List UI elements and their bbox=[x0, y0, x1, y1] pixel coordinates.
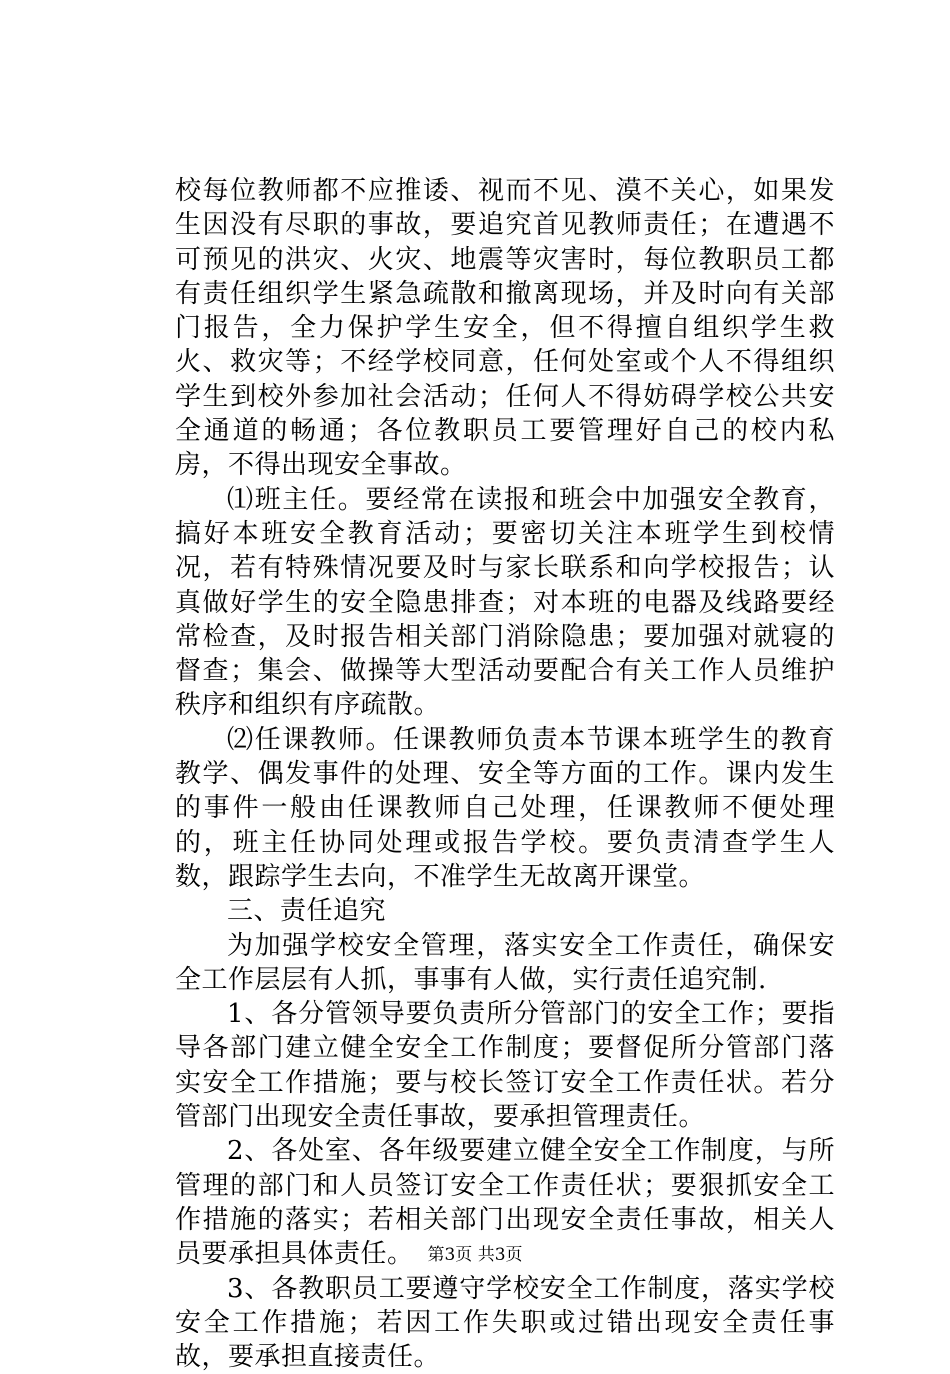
document-body bbox=[175, 174, 835, 1374]
paragraph-item-1: 1、各分管领导要负责所分管部门的安全工作；要指导各部门建立健全安全工作制度；要督促所分管部门落实安全工作措施；要与校长签订安全工作责任状。若分管部门出现安全责任事故，要承担管理责任。 bbox=[175, 997, 835, 1134]
paragraph-accountability-intro: 为加强学校安全管理，落实安全工作责任，确保安全工作层层有人抓，事事有人做，实行责任追究制. bbox=[175, 929, 835, 998]
paragraph-subject-teacher: ⑵任课教师。任课教师负责本节课本班学生的教育教学、偶发事件的处理、安全等方面的工作。课内发生的事件一般由任课教师自己处理，任课教师不便处理的，班主任协同处理或报告学校。要负责清查学生人数，跟踪学生去向，不准学生无故离开课堂。 bbox=[175, 723, 835, 894]
paragraph-item-3: 3、各教职员工要遵守学校安全工作制度，落实学校安全工作措施；若因工作失职或过错出现安全责任事故，要承担直接责任。 bbox=[175, 1272, 835, 1374]
paragraph-continuation: 校每位教师都不应推诿、视而不见、漠不关心，如果发生因没有尽职的事故，要追究首见教师责任；在遭遇不可预见的洪灾、火灾、地震等灾害时，每位教职员工都有责任组织学生紧急疏散和撤离现场，并及时向有关部门报告，全力保护学生安全，但不得擅自组织学生救火、救灾等；不经学校同意，任何处室或个人不得组织学生到校外参加社会活动；任何人不得妨碍学校公共安全通道的畅通；各位教职员工要管理好自己的校内私房，不得出现安全事故。 bbox=[175, 174, 835, 483]
section-heading-accountability: 三、责任追究 bbox=[175, 894, 835, 928]
page-footer: 第3页 共3页 bbox=[0, 1240, 950, 1265]
paragraph-head-teacher: ⑴班主任。要经常在读报和班会中加强安全教育，搞好本班安全教育活动；要密切关注本班学生到校情况，若有特殊情况要及时与家长联系和向学校报告；认真做好学生的安全隐患排查；对本班的电器及线路要经常检查，及时报告相关部门消除隐患；要加强对就寝的督查；集会、做操等大型活动要配合有关工作人员维护秩序和组织有序疏散。 bbox=[175, 483, 835, 723]
paragraph-item-2: 2、各处室、各年级要建立健全安全工作制度，与所管理的部门和人员签订安全工作责任状；要狠抓安全工作措施的落实；若相关部门出现安全责任事故，相关人员要承担具体责任。 bbox=[175, 1134, 835, 1271]
